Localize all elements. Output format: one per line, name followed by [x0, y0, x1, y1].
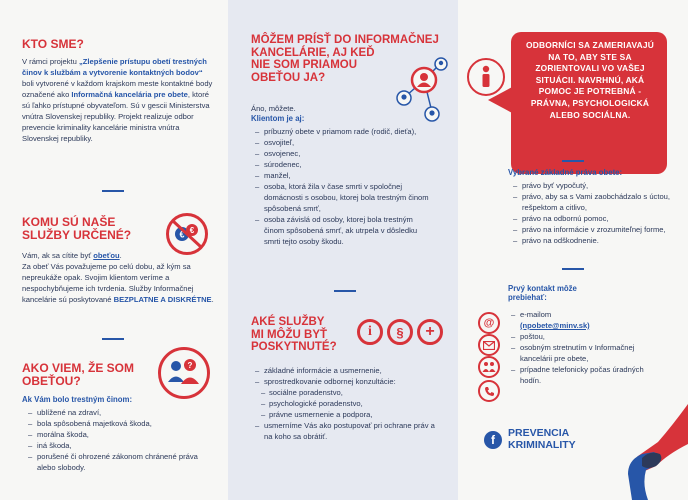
info-icon-glyph: i — [368, 324, 372, 339]
komu-heading-line1: KOMU SÚ NAŠE — [22, 215, 116, 229]
kto-sme-text — [22, 56, 214, 144]
list-item — [511, 309, 661, 331]
phone-icon-graphic — [484, 386, 495, 397]
list-item: – bola spôsobená majetková škoda, — [28, 418, 208, 429]
ako-viem-heading-line2: OBEŤOU? — [22, 374, 81, 389]
people-network-icon — [392, 56, 450, 124]
facebook-glyph: f — [491, 433, 495, 447]
no-money-icon — [166, 213, 208, 255]
ako-viem-list — [28, 407, 208, 473]
contact-sub — [508, 284, 577, 302]
sluzby-heading-line2: MI MÔŽU BYŤ — [251, 328, 328, 341]
list-item: – osvojiteľ, — [255, 137, 433, 148]
sluzby-heading — [251, 316, 337, 354]
facebook-icon[interactable] — [484, 431, 502, 449]
list-item: – právo byť vypočutý, — [513, 180, 673, 191]
rights-sub: Vybrané základné práva obete: — [508, 168, 623, 177]
mail-icon-graphic — [483, 341, 495, 350]
svg-text:?: ? — [187, 361, 193, 370]
contact-list — [511, 309, 661, 386]
office-name: Informačná kancelária pre obete — [71, 90, 188, 99]
komu-text-p2c: . — [211, 295, 214, 304]
rights-list — [513, 180, 673, 246]
meeting-icon — [478, 356, 500, 378]
divider — [562, 268, 584, 270]
info-icon — [357, 319, 383, 345]
list-item: – porušené či ohrozené zákonom chránené práva alebo slobody. — [28, 451, 208, 473]
mozem-answer: Áno, môžete. — [251, 104, 296, 113]
kto-sme-heading: KTO SME? — [22, 37, 84, 51]
list-item: – právo, aby sa s Vami zaobchádzalo s úctou, rešpektom a citlivo, — [513, 191, 673, 213]
ako-viem-heading — [22, 362, 134, 388]
helping-hands-graphic — [598, 404, 688, 500]
komu-text-c: . — [119, 251, 122, 260]
mail-icon — [478, 334, 500, 356]
email-label: e-mailom — [520, 310, 552, 319]
list-item: – právo na odškodnenie. — [513, 235, 673, 246]
email-link[interactable]: (npobete@minv.sk) — [520, 321, 590, 330]
list-item: – súrodenec, — [255, 159, 433, 170]
list-item: – základné informácie a usmernenie, — [255, 365, 440, 376]
list-item: – morálna škoda, — [28, 429, 208, 440]
komu-heading — [22, 216, 131, 242]
list-item: – poštou, — [511, 331, 661, 342]
callout-text: ODBORNÍCI SA ZAMERIAVAJÚ NA TO, ABY STE SA ZORIENTOVALI VO VAŠEJ SITUÁCII. NAVRHNÚ, AKÁ POMOC JE POTREBNÁ - PRÁVNA, PSYCHOLOGICKÁ ALEBO SOCIÁLNA. — [526, 40, 654, 120]
list-subitem: – právne usmernenie a podpora, — [255, 409, 440, 420]
list-item: – príbuzný obete v priamom rade (rodič, dieťa), — [255, 126, 433, 137]
ako-viem-sub: Ak Vám bolo trestným činom: — [22, 395, 133, 404]
komu-text — [22, 250, 214, 305]
list-item: – iná škoda, — [28, 440, 208, 451]
list-item: – manžel, — [255, 170, 433, 181]
list-subitem: – sociálne poradenstvo, — [255, 387, 440, 398]
list-item: – osoba, ktorá žila v čase smrti v spoločnej domácnosti s osobou, ktorej bola trestným činom spôsobená smrť, — [255, 181, 433, 214]
svg-text:€: € — [189, 226, 195, 235]
plus-icon-glyph: + — [425, 323, 435, 340]
services-list — [255, 365, 440, 442]
list-item: – právo na odbornú pomoc, — [513, 213, 673, 224]
kto-sme-text-e: , ktoré sú ľahko prístupné obyvateľom. Sú v gescii Ministerstva vnútra Slovenskej republiky. Projekt realizuje odbor prevencie kriminality kancelárie ministra vnútra Slovenskej republiky. — [22, 90, 210, 143]
victim-icon-graphic — [163, 352, 205, 394]
komu-text-a: Vám, ak sa cítite byť — [22, 251, 94, 260]
phone-icon — [478, 380, 500, 402]
list-item: – ublížené na zdraví, — [28, 407, 208, 418]
kto-sme-text-a: V rámci projektu — [22, 57, 79, 66]
ako-viem-heading-line1: AKO VIEM, ŽE SOM — [22, 361, 135, 375]
victim-icon — [158, 347, 210, 399]
email-icon: @ — [478, 312, 500, 334]
divider — [102, 190, 124, 192]
free-discreet: BEZPLATNE A DISKRÉTNE — [113, 295, 212, 304]
list-item: – prípadne telefonicky počas úradných hodín. — [511, 364, 661, 386]
list-item: – právo na informácie v zrozumiteľnej forme, — [513, 224, 673, 235]
komu-obet: obeťou — [93, 251, 120, 260]
clients-list — [255, 126, 433, 247]
svg-text:€: € — [179, 229, 185, 240]
plus-icon — [417, 319, 443, 345]
mozem-heading-line2: KANCELÁRIE, AJ KEĎ — [251, 46, 375, 59]
project-name: „Zlepšenie prístupu obetí trestných činov k službám a vytvorenie kontaktných bodov“ — [22, 57, 207, 77]
sluzby-heading-line3: POSKYTNUTÉ? — [251, 341, 337, 354]
contact-sub-line1: Prvý kontakt môže — [508, 284, 577, 293]
meeting-icon-graphic — [482, 361, 496, 373]
no-money-icon-graphic — [170, 217, 204, 251]
brand-name — [508, 428, 576, 451]
kto-sme-text-c: boli vytvorené v každom krajskom meste kontaktné body označené ako — [22, 79, 213, 99]
brand-line2: KRIMINALITY — [508, 438, 576, 451]
list-item: – osoba závislá od osoby, ktorej bola trestným činom spôsobená smrť, ak utrpela v dôsledku smrti tejto osoby škodu. — [255, 214, 433, 247]
divider — [102, 338, 124, 340]
komu-text-p2: Za obeť Vás považujeme po celú dobu, až kým sa nepreukáže opak. Svojim klientom veríme a nespochybňujeme ich tvrdenia. Služby Informačnej kancelárie sú poskytované — [22, 262, 194, 304]
list-item: – sprostredkovanie odbornej konzultácie: — [255, 376, 440, 387]
komu-heading-line2: SLUŽBY URČENÉ? — [22, 228, 132, 243]
paragraph-icon — [387, 319, 413, 345]
sluzby-heading-line1: AKÉ SLUŽBY — [251, 316, 325, 328]
list-item: – osvojenec, — [255, 148, 433, 159]
mozem-heading-line4: OBEŤOU JA? — [251, 71, 326, 84]
mozem-heading-line1: MÔŽEM PRÍSŤ DO INFORMAČNEJ — [251, 34, 439, 46]
list-subitem: – psychologické poradenstvo, — [255, 398, 440, 409]
divider — [562, 160, 584, 162]
mozem-sub: Klientom je aj: — [251, 114, 305, 123]
list-item: – usmerníme Vás ako postupovať pri ochrane práv a na koho sa obrátiť. — [255, 420, 440, 442]
paragraph-icon-glyph: § — [396, 324, 404, 340]
mozem-heading-line3: NIE SOM PRIAMOU — [251, 59, 358, 72]
divider — [334, 290, 356, 292]
brand-line1: PREVENCIA — [508, 427, 570, 439]
list-item: – osobným stretnutím v Informačnej kancelárii pre obete, — [511, 342, 661, 364]
contact-sub-line2: prebiehať: — [508, 293, 547, 302]
